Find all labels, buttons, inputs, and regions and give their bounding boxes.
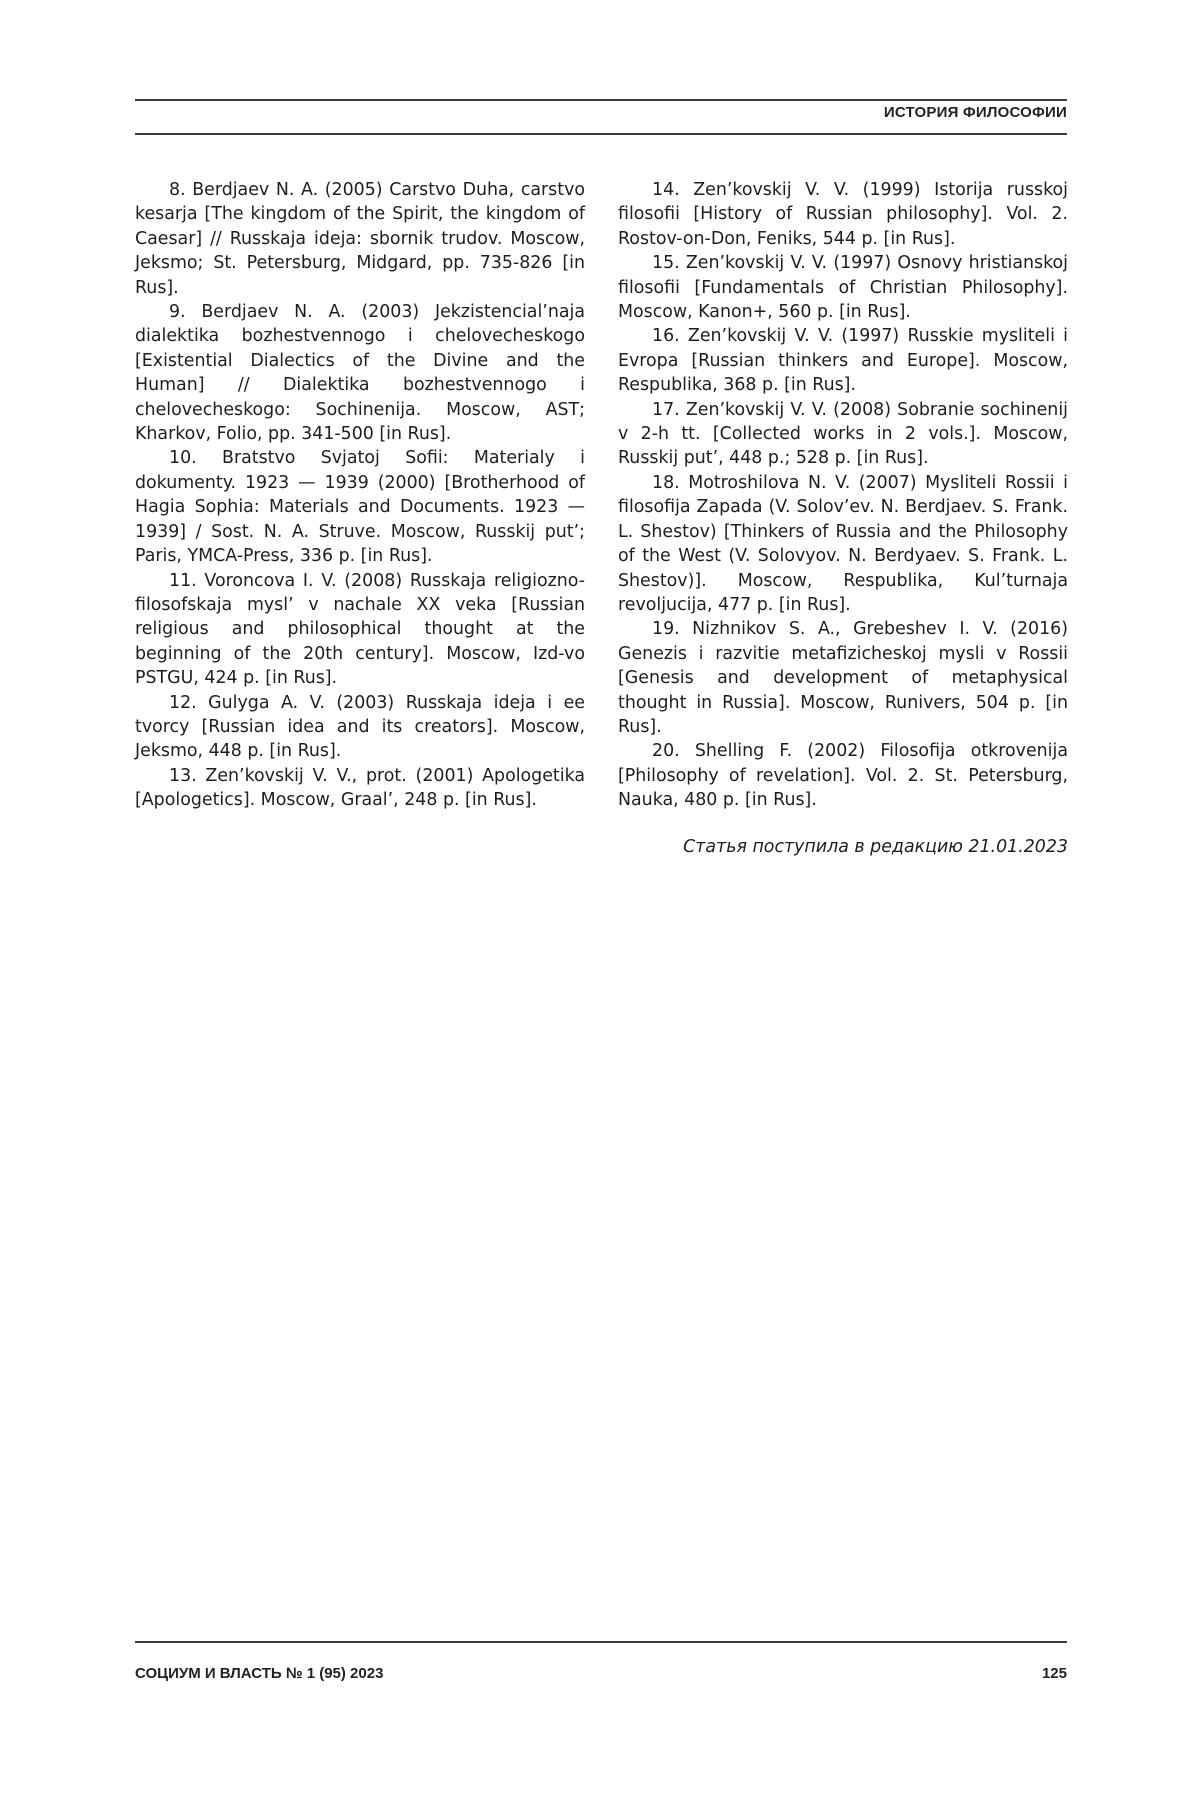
reference-item-20: 20. Shelling F. (2002) Filosofija otkrovenija [Philosophy of revelation]. Vol. 2. St. Petersburg, Nauka, 480 p. [in Rus]. [618, 741, 1068, 811]
references-column-left [135, 178, 585, 813]
header-rule-bottom [135, 133, 1067, 135]
footer-journal-title: СОЦИУМ И ВЛАСТЬ № 1 (95) 2023 [135, 1665, 384, 1682]
references-column-right [618, 178, 1068, 859]
reference-item-16: 16. Zen’kovskij V. V. (1997) Russkie mysliteli i Evropa [Russian thinkers and Europe]. Moscow, Respublika, 368 p. [in Rus]. [618, 326, 1068, 396]
received-date-note: Статья поступила в редакцию 21.01.2023 [683, 836, 1068, 857]
running-head-section-title: ИСТОРИЯ ФИЛОСОФИИ [883, 104, 1067, 121]
reference-item-14: 14. Zen’kovskij V. V. (1999) Istorija russkoj filosofii [History of Russian philosophy]. Vol. 2. Rostov-on-Don, Feniks, 544 p. [in Rus]. [618, 180, 1068, 249]
reference-item-12: 12. Gulyga A. V. (2003) Russkaja ideja i ee tvorcy [Russian idea and its creators]. Moscow, Jeksmo, 448 p. [in Rus]. [135, 692, 585, 762]
reference-item-15: 15. Zen’kovskij V. V. (1997) Osnovy hristianskoj filosofii [Fundamentals of Christian Philosophy]. Moscow, Kanon+, 560 p. [in Rus]. [618, 253, 1068, 323]
reference-item-17: 17. Zen’kovskij V. V. (2008) Sobranie sochinenij v 2-h tt. [Collected works in 2 vols.]. Moscow, Russkij put’, 448 p.; 528 p. [in Rus]. [618, 399, 1068, 469]
reference-item-8: 8. Berdjaev N. A. (2005) Carstvo Duha, carstvo kesarja [The kingdom of the Spirit, the kingdom of Caesar] // Russkaja ideja: sbornik trudov. Moscow, Jeksmo; St. Petersburg, Midgard, pp. 735-826 [in Rus]. [135, 180, 585, 298]
reference-item-11: 11. Voroncova I. V. (2008) Russkaja religiozno-filosofskaja mysl’ v nachale XX veka [Russian religious and philosophical thought at the beginning of the 20th century]. Moscow, Izd-vo PSTGU, 424 p. [in Rus]. [135, 570, 585, 689]
footer-rule [135, 1641, 1067, 1643]
reference-item-9: 9. Berdjaev N. A. (2003) Jekzistencial’naja dialektika bozhestvennogo i chelovecheskogo [Existential Dialectics of the Divine and the Human] // Dialektika bozhestvennogo i chelovecheskogo: Sochinenija. Moscow, AST; Kharkov, Folio, pp. 341-500 [in Rus]. [135, 302, 585, 445]
reference-item-19: 19. Nizhnikov S. A., Grebeshev I. V. (2016) Genezis i razvitie metafizicheskoj mysli v Rossii [Genesis and development of metaphysical thought in Russia]. Moscow, Runivers, 504 p. [in Rus]. [618, 619, 1068, 737]
reference-item-13: 13. Zen’kovskij V. V., prot. (2001) Apologetika [Apologetics]. Moscow, Graal’, 248 p. [in Rus]. [135, 765, 585, 811]
reference-item-18: 18. Motroshilova N. V. (2007) Mysliteli Rossii i filosofija Zapada (V. Solov’ev. N. Berdjaev. S. Frank. L. Shestov) [Thinkers of Russia and the Philosophy of the West (V. Solovyov. N. Berdyaev. S. Frank. L. Shestov)]. Moscow, Respublika, Kul’turnaja revoljucija, 477 p. [in Rus]. [618, 472, 1068, 615]
reference-item-10: 10. Bratstvo Svjatoj Sofii: Materialy i dokumenty. 1923 — 1939 (2000) [Brotherhood of Hagia Sophia: Materials and Documents. 1923 — 1939] / Sost. N. A. Struve. Moscow, Russkij put’; Paris, YMCA-Press, 336 p. [in Rus]. [135, 448, 585, 567]
footer-page-number: 125 [1041, 1665, 1067, 1682]
header-rule-top [135, 99, 1067, 101]
